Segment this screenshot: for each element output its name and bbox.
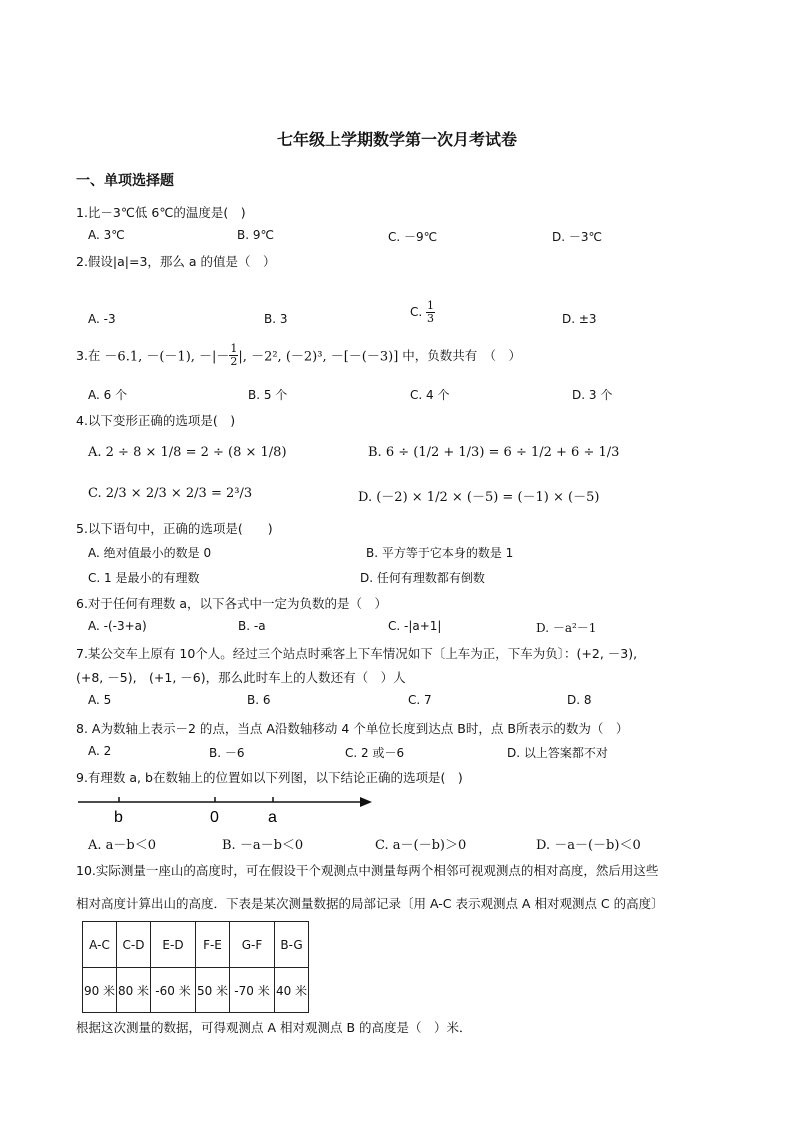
q2-option-d: D. ±3 [562, 312, 597, 326]
q2-option-c-prefix: C. [410, 305, 423, 320]
q3-option-b: B. 5 个 [248, 388, 288, 402]
q4-option-a: A. 2 ÷ 8 × 1/8 = 2 ÷ (8 × 1/8) [88, 445, 287, 460]
q3-option-d: D. 3 个 [572, 388, 613, 402]
q6-option-d: D. －a²－1 [536, 621, 597, 635]
question-8: 8. A为数轴上表示－2 的点，当点 A沿数轴移动 4 个单位长度到达点 B时，点 B所表示的数为（ ） [76, 721, 629, 736]
q7-option-d: D. 8 [567, 693, 592, 707]
table-header-cell: G-F [230, 922, 275, 968]
question-4: 4.以下变形正确的选项是( ) [76, 413, 236, 428]
page-title: 七年级上学期数学第一次月考试卷 [276, 130, 517, 149]
q6-option-a: A. -(-3+a) [88, 619, 147, 633]
q7-option-b: B. 6 [247, 693, 271, 707]
question-10-line-1: 10.实际测量一座山的高度时，可在假设干个观测点中测量每两个相邻可视观测点的相对高度，然后用这些 [76, 863, 659, 878]
q2-option-c-fraction: $\frac{1}{3}$ [427, 299, 435, 325]
table-cell: 40 米 [275, 968, 309, 1013]
question-6: 6.对于任何有理数 a，以下各式中一定为负数的是（ ） [76, 596, 388, 611]
table-cell: 90 米 [83, 968, 117, 1013]
table-cell: 50 米 [196, 968, 230, 1013]
question-3: 3.在 －6.1, －(－1), －|－ $\frac{1}{2}$ |, －2², (－2)³, －[－(－3)] 中，负数共有 （ ） [76, 342, 522, 368]
q2-option-c [410, 300, 435, 324]
q3-fraction: $\frac{1}{2}$ [230, 342, 238, 368]
q8-option-c: C. 2 或－6 [345, 746, 405, 760]
question-9: 9.有理数 a, b在数轴上的位置如以下列图，以下结论正确的选项是( ) [76, 770, 463, 785]
question-5: 5.以下语句中，正确的选项是( ) [76, 521, 273, 536]
table-header-cell: E-D [151, 922, 196, 968]
table-header-cell: A-C [83, 922, 117, 968]
q5-option-b: B. 平方等于它本身的数是 1 [366, 546, 514, 560]
number-line-arrow-icon [360, 797, 372, 807]
question-7-line-1: 7.某公交车上原有 10个人。经过三个站点时乘客上下车情况如下〔上车为正，下车为负〕：(+2, －3), [76, 646, 638, 661]
q8-option-d: D. 以上答案都不对 [507, 746, 608, 760]
q8-option-b: B. －6 [209, 746, 245, 760]
q9-option-d: D. －a－(－b)＜0 [536, 838, 641, 853]
section-heading: 一、单项选择题 [76, 173, 174, 189]
q9-option-c: C. a－(－b)＞0 [375, 838, 467, 853]
q3-option-c: C. 4 个 [410, 388, 450, 402]
q6-option-b: B. -a [238, 619, 266, 633]
height-data-table [82, 921, 309, 1013]
table-header-cell: F-E [196, 922, 230, 968]
label-a: a [268, 809, 277, 826]
q9-option-a: A. a－b＜0 [88, 838, 156, 853]
q5-option-c: C. 1 是最小的有理数 [88, 571, 200, 585]
number-line-figure [76, 788, 386, 826]
q2-option-a: A. -3 [88, 312, 116, 326]
q7-option-c: C. 7 [408, 693, 432, 707]
q5-option-d: D. 任何有理数都有倒数 [360, 571, 485, 585]
question-10-line-3: 根据这次测量的数据，可得观测点 A 相对观测点 B 的高度是（ ）米． [76, 1020, 472, 1035]
table-header-row [83, 922, 309, 968]
table-cell: -60 米 [151, 968, 196, 1013]
q9-option-b: B. －a－b＜0 [222, 838, 304, 853]
question-10-line-2: 相对高度计算出山的高度．下表是某次测量数据的局部记录〔用 A-C 表示观测点 A 相对观测点 C 的高度〕 [76, 896, 664, 911]
q1-option-b: B. 9℃ [237, 228, 274, 242]
q4-option-c: C. 2/3 × 2/3 × 2/3 = 2³/3 [88, 486, 253, 501]
q1-option-c: C. －9℃ [388, 230, 438, 244]
label-0: 0 [210, 809, 219, 826]
question-7-line-2: (+8, －5), (+1, －6)，那么此时车上的人数还有（ ）人 [76, 670, 406, 685]
question-2: 2.假设|a|=3，那么 a 的值是（ ） [76, 254, 276, 269]
q4-option-b: B. 6 ÷ (1/2 + 1/3) = 6 ÷ 1/2 + 6 ÷ 1/3 [368, 445, 620, 460]
table-header-cell: B-G [275, 922, 309, 968]
table-row [83, 968, 309, 1013]
q7-option-a: A. 5 [88, 693, 112, 707]
q8-option-a: A. 2 [88, 744, 112, 758]
q6-option-c: C. -|a+1| [388, 619, 442, 633]
q5-option-a: A. 绝对值最小的数是 0 [88, 546, 212, 560]
q1-option-d: D. －3℃ [552, 230, 602, 244]
table-cell: -70 米 [230, 968, 275, 1013]
q3-numbers: －6.1, －(－1), －|－ [104, 349, 230, 365]
q2-option-b: B. 3 [264, 312, 288, 326]
q3-option-a: A. 6 个 [88, 388, 128, 402]
table-cell: 80 米 [117, 968, 151, 1013]
q1-option-a: A. 3℃ [88, 228, 125, 242]
question-1: 1.比－3℃低 6℃的温度是( ) [76, 205, 246, 220]
q4-option-d: D. (－2) × 1/2 × (－5) = (－1) × (－5) [358, 490, 600, 505]
table-header-cell: C-D [117, 922, 151, 968]
label-b: b [114, 809, 123, 826]
